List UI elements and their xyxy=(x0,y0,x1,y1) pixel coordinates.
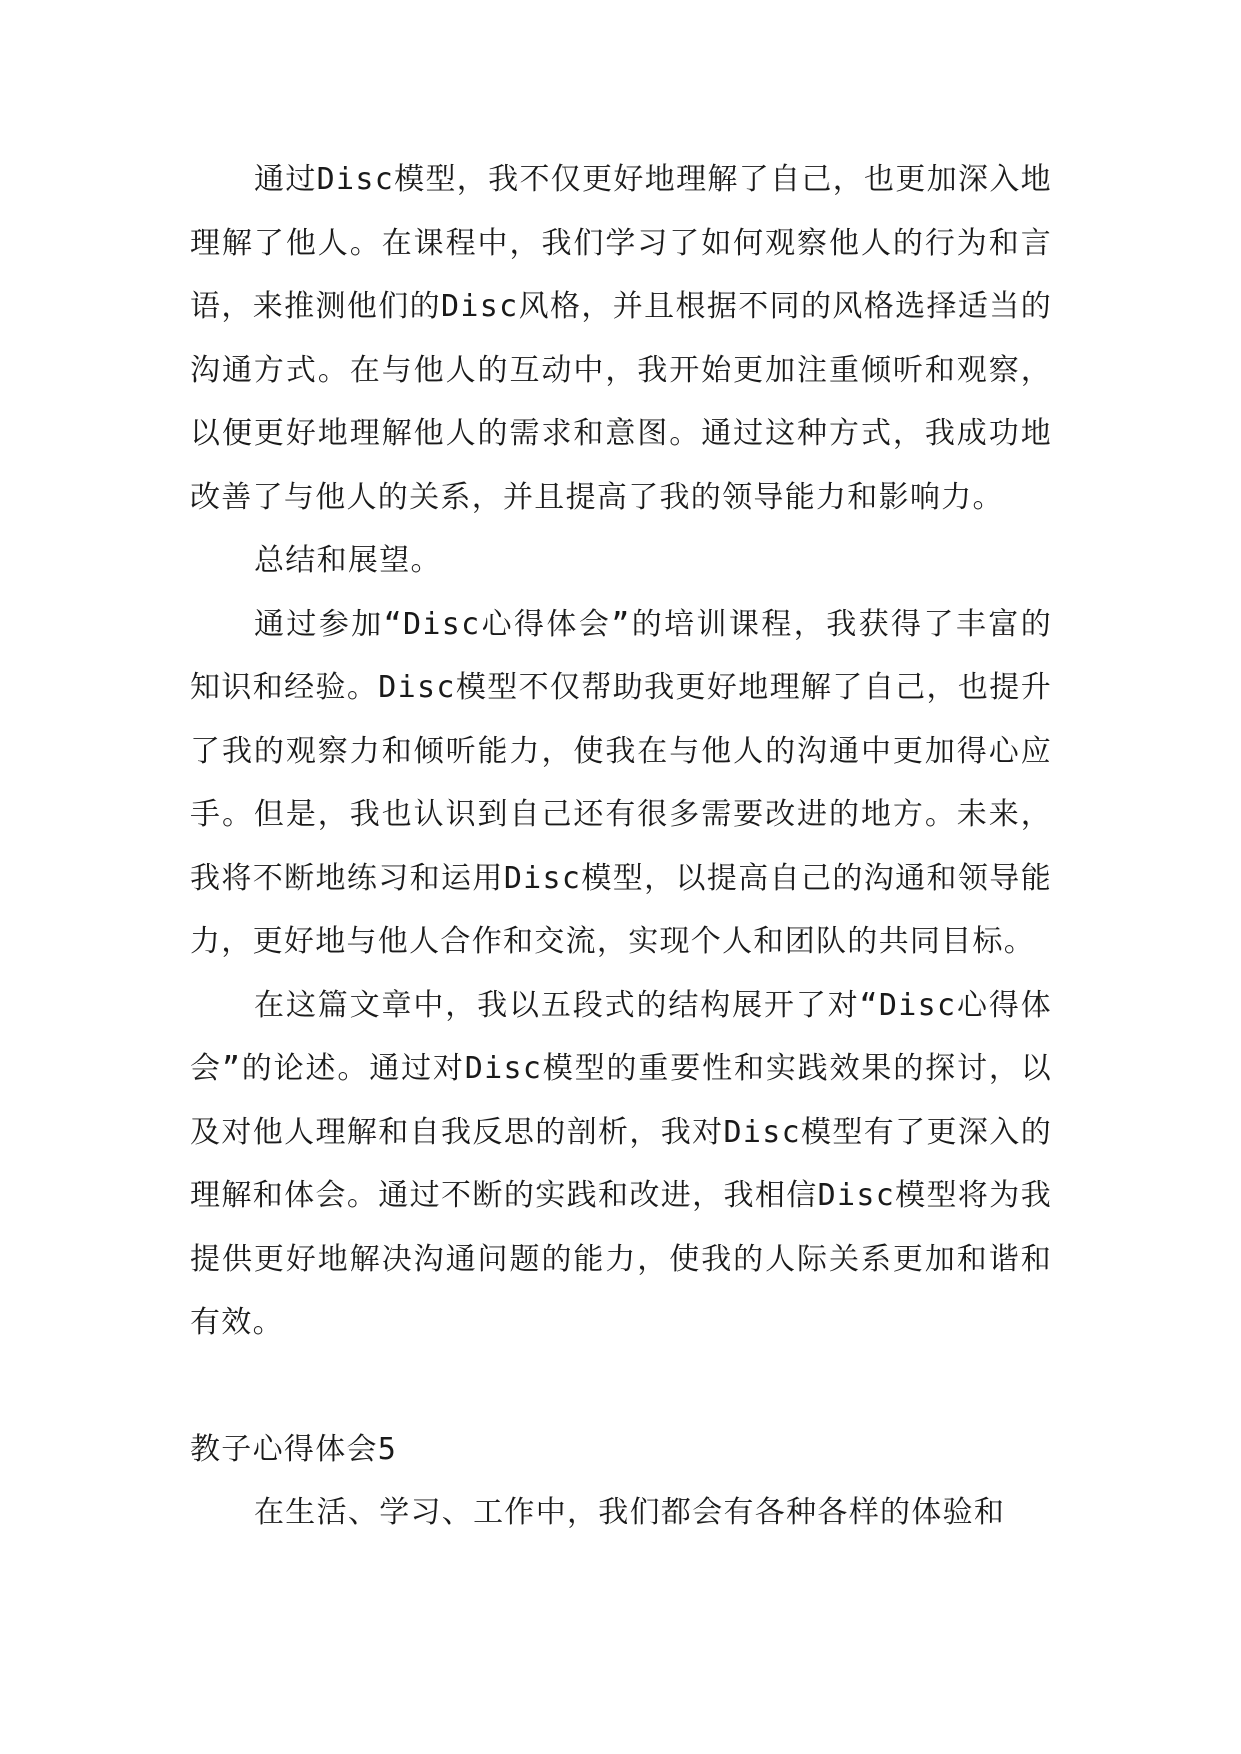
paragraph-conclusion: 在这篇文章中，我以五段式的结构展开了对“Disc心得体会”的论述。通过对Disc模型的重要性和实践效果的探讨，以及对他人理解和自我反思的剖析，我对Disc模型有了更深入的理解和体会。通过不断的实践和改进，我相信Disc模型将为我提供更好地解决沟通问题的能力，使我的人际关系更加和谐和有效。 xyxy=(190,987,1052,1340)
paragraph-section-intro: 在生活、学习、工作中，我们都会有各种各样的体验和 xyxy=(254,1495,1006,1530)
paragraph-disc-understanding: 通过Disc模型，我不仅更好地理解了自己，也更加深入地理解了他人。在课程中，我们学习了如何观察他人的行为和言语，来推测他们的Disc风格，并且根据不同的风格选择适当的沟通方式。在与他人的互动中，我开始更加注重倾听和观察，以便更好地理解他人的需求和意图。通过这种方式，我成功地改善了与他人的关系，并且提高了我的领导能力和影响力。 xyxy=(190,162,1052,515)
document-body xyxy=(190,148,1052,1545)
section-heading: 教子心得体会5 xyxy=(190,1431,398,1467)
paragraph-summary-heading: 总结和展望。 xyxy=(254,543,442,578)
paragraph-training-gains: 通过参加“Disc心得体会”的培训课程，我获得了丰富的知识和经验。Disc模型不仅帮助我更好地理解了自己，也提升了我的观察力和倾听能力，使我在与他人的沟通中更加得心应手。但是，我也认识到自己还有很多需要改进的地方。未来，我将不断地练习和运用Disc模型，以提高自己的沟通和领导能力，更好地与他人合作和交流，实现个人和团队的共同目标。 xyxy=(190,606,1052,959)
